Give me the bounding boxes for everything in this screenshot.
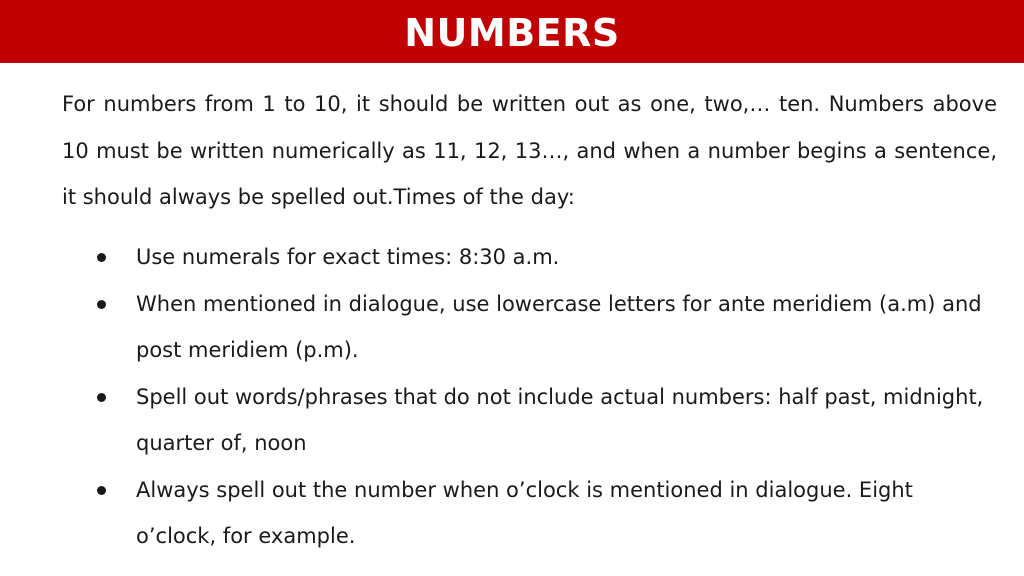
bullet-text: When mentioned in dialogue, use lowercase letters for ante meridiem (a.m) and post meridiem (p.m). — [136, 291, 982, 362]
intro-paragraph: For numbers from 1 to 10, it should be written out as one, two,… ten. Numbers above 10 must be written numerically as 11, 12, 13…, and when a number begins a sentence, it should always be spelled out.Times of the day: — [62, 92, 997, 209]
bullet-dot-icon — [97, 486, 106, 495]
slide-title: NUMBERS — [404, 10, 620, 55]
bullet-dot-icon — [97, 300, 106, 309]
bullet-list — [62, 234, 997, 560]
bullet-item-spell-out-phrases — [62, 374, 997, 467]
bullet-item-dialogue-lowercase — [62, 281, 997, 374]
bullet-item-exact-times — [62, 234, 997, 281]
bullet-text: Always spell out the number when o’clock is mentioned in dialogue. Eight o’clock, for example. — [136, 477, 913, 548]
bullet-text: Spell out words/phrases that do not include actual numbers: half past, midnight, quarter of, noon — [136, 384, 984, 455]
bullet-item-oclock — [62, 467, 997, 560]
bullet-text: Use numerals for exact times: 8:30 a.m. — [136, 245, 560, 269]
bullet-dot-icon — [97, 393, 106, 402]
bullet-dot-icon — [97, 253, 106, 262]
title-bar — [0, 0, 1024, 63]
